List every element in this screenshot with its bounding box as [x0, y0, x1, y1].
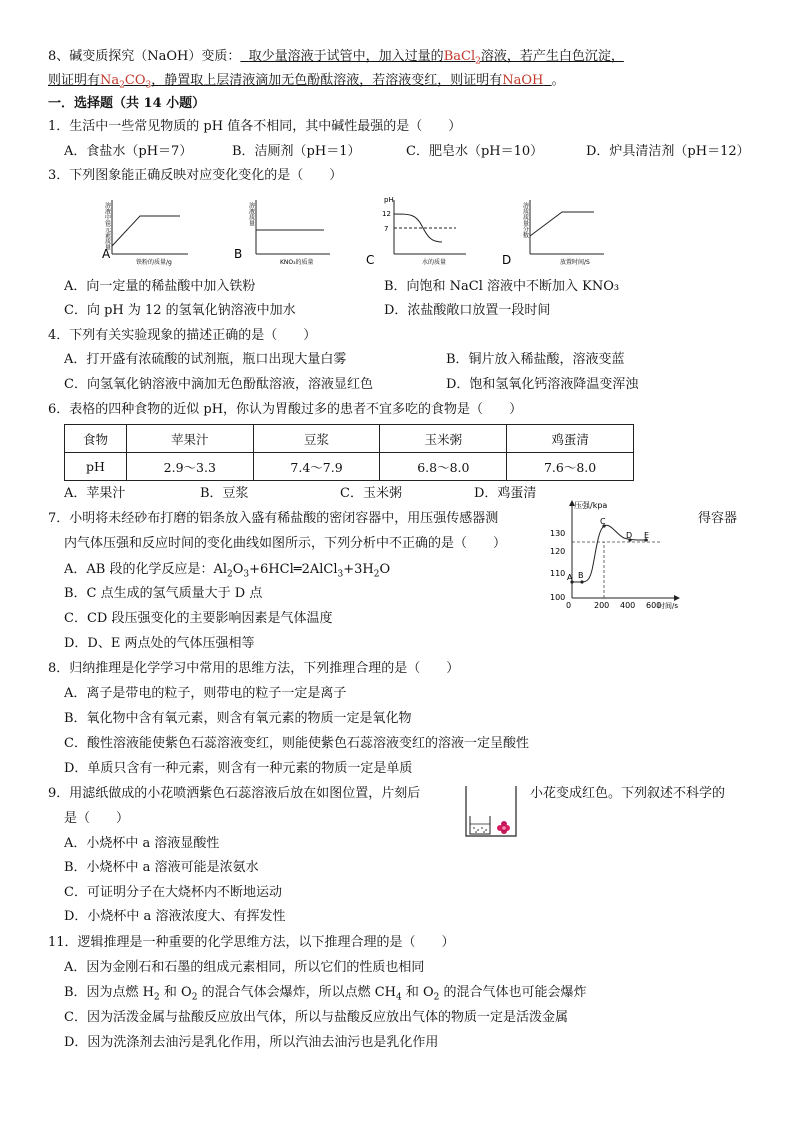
- q9-option-a: A．小烧杯中 a 溶液显酸性: [64, 836, 220, 851]
- y-axis-label: pH: [384, 196, 394, 204]
- figure-letter: B: [234, 247, 243, 261]
- bacl2-formula: BaCl$_2$: [443, 49, 481, 67]
- q11-option-a: A．因为金刚石和石墨的组成元素相同，所以它们的性质也相同: [64, 960, 425, 975]
- q7-option-d: D．D、E 两点处的气体压强相等: [64, 636, 255, 651]
- x-tick: 600: [646, 601, 662, 610]
- tick-7: 7: [384, 225, 389, 233]
- table-header-cell: 玉米粥: [380, 425, 507, 453]
- q9-beaker-figure: [460, 782, 522, 840]
- naoh-formula: NaOH: [502, 73, 544, 88]
- y-tick: 130: [550, 529, 566, 538]
- table-cell: 7.4～7.9: [253, 453, 380, 481]
- point-label: B: [578, 571, 584, 580]
- tick-12: 12: [382, 210, 391, 218]
- q7-option-a: A．AB 段的化学反应是：$Al_2O_3+6HCl═2AlCl_3+3H_2O$: [64, 562, 391, 580]
- q4-option-d: D．饱和氢氧化钙溶液降温变浑浊: [446, 377, 639, 392]
- table-cell: 7.6～8.0: [507, 453, 634, 481]
- q6-option-c: C．玉米粥: [340, 486, 402, 501]
- q3-figure-d: [500, 192, 610, 272]
- q3-figure-b: [228, 192, 338, 272]
- q6-ph-table: [64, 424, 634, 481]
- table-header-cell: 豆浆: [253, 425, 380, 453]
- topic-8-line-1: 8、碱变质探究（NaOH）变质： 取少量溶液于试管中，加入过量的BaCl$_2$溶液，若产生白色沉淀，: [48, 49, 624, 67]
- q6-option-a: A．苹果汁: [64, 486, 126, 501]
- q9-option-c: C．可证明分子在大烧杯内不断地运动: [64, 885, 282, 900]
- q6-stem: 6．表格的四种食物的近似 pH，你认为胃酸过多的患者不宜多吃的食物是（ ）: [48, 402, 523, 417]
- q3-option-d: D．浓盐酸敞口放置一段时间: [384, 303, 551, 318]
- q3-option-a: A．向一定量的稀盐酸中加入铁粉: [64, 279, 256, 294]
- paper-flower-icon: [497, 821, 510, 834]
- q8-option-c: C．酸性溶液能使紫色石蕊溶液变红，则能使紫色石蕊溶液变红的溶液一定呈酸性: [64, 736, 529, 751]
- table-header-cell: 鸡蛋清: [507, 425, 634, 453]
- x-axis-label: KNO₃的质量: [280, 259, 314, 266]
- x-axis-label: 时间/s: [658, 602, 679, 610]
- q9-stem-line-1: 9．用滤纸做成的小花喷洒紫色石蕊溶液后放在如图位置，片刻后: [48, 786, 421, 801]
- section-heading: 一．选择题（共 14 小题）: [48, 96, 206, 111]
- y-axis-label: 溶液中铁元素质量: [103, 202, 111, 250]
- figure-letter: D: [502, 253, 512, 267]
- q7-stem-line-1-tail: 得容器: [698, 511, 738, 526]
- q3-stem: 3．下列图象能正确反映对应变化变化的是（ ）: [48, 168, 343, 183]
- y-axis-label: 压强/kpa: [574, 501, 608, 510]
- q9-stem-line-2: 是（ ）: [64, 811, 130, 826]
- x-axis-label: 水的质量: [422, 259, 447, 266]
- q11-stem: 11．逻辑推理是一种重要的化学思维方法，以下推理合理的是（ ）: [48, 935, 455, 950]
- q9-option-d: D．小烧杯中 a 溶液浓度大、有挥发性: [64, 909, 286, 924]
- q8-option-a: A．离子是带电的粒子，则带电的粒子一定是离子: [64, 686, 347, 701]
- q8-option-b: B．氧化物中含有氧元素，则含有氧元素的物质一定是氧化物: [64, 711, 412, 726]
- q1-option-b: B．洁厕剂（pH＝1）: [232, 144, 361, 159]
- table-header-cell: 食物: [65, 425, 127, 453]
- q11-option-c: C．因为活泼金属与盐酸反应放出气体，所以与盐酸反应放出气体的物质一定是活泼金属: [64, 1010, 568, 1025]
- figure-letter: A: [102, 247, 111, 261]
- q3-option-c: C．向 pH 为 12 的氢氧化钠溶液中加水: [64, 303, 296, 318]
- q7-pressure-chart: [548, 496, 694, 610]
- table-cell: 2.9～3.3: [126, 453, 253, 481]
- table-header-cell: 苹果汁: [126, 425, 253, 453]
- q7-stem-line-2: 内气体压强和反应时间的变化曲线如图所示，下列分析中不正确的是（ ）: [64, 536, 507, 551]
- q8-option-d: D．单质只含有一种元素，则含有一种元素的物质一定是单质: [64, 761, 413, 776]
- topic-8-line-2: 则证明有$Na_2CO_3$，静置取上层清液滴加无色酚酞溶液，若溶液变红，则证明有NaOH 。: [48, 73, 565, 91]
- q7-stem-line-1: 7．小明将未经砂布打磨的铝条放入盛有稀盐酸的密闭容器中，用压强传感器测: [48, 511, 499, 526]
- q3-option-b: B．向饱和 NaCl 溶液中不断加入 KNO₃: [384, 279, 620, 294]
- x-tick: 0: [566, 601, 572, 610]
- point-label: D: [626, 531, 633, 540]
- table-row: [65, 453, 634, 481]
- q1-stem: 1．生活中一些常见物质的 pH 值各不相同，其中碱性最强的是（ ）: [48, 119, 462, 134]
- q11-option-b: B．因为点燃 $H_2$ 和 $O_2$ 的混合气体会爆炸，所以点燃 $CH_4$ 和 $O_2$ 的混合气体也可能会爆炸: [64, 985, 587, 1003]
- q6-option-d: D．鸡蛋清: [474, 486, 537, 501]
- y-axis-label: 溶液质量: [247, 202, 255, 226]
- point-label: E: [644, 531, 650, 540]
- table-cell: pH: [65, 453, 127, 481]
- q1-option-d: D．炉具清洁剂（pH＝12）: [586, 144, 750, 159]
- figure-letter: C: [366, 253, 375, 267]
- table-row: [65, 425, 634, 453]
- q4-option-a: A．打开盛有浓硫酸的试剂瓶，瓶口出现大量白雾: [64, 352, 347, 367]
- na2co3-formula: $Na_2CO_3$: [100, 73, 152, 91]
- q3-figure-c: [362, 192, 472, 272]
- q1-option-a: A．食盐水（pH＝7）: [64, 144, 193, 159]
- x-axis-label: 放置时间/S: [560, 259, 590, 266]
- x-tick: 400: [620, 601, 636, 610]
- y-axis-label: 溶质质量分数: [521, 202, 529, 238]
- table-cell: 6.8～8.0: [380, 453, 507, 481]
- q6-option-b: B．豆浆: [200, 486, 249, 501]
- y-tick: 110: [550, 569, 566, 578]
- q7-option-c: C．CD 段压强变化的主要影响因素是气体温度: [64, 611, 333, 626]
- q1-option-c: C．肥皂水（pH＝10）: [406, 144, 544, 159]
- q11-option-d: D．因为洗涤剂去油污是乳化作用，所以汽油去油污也是乳化作用: [64, 1035, 439, 1050]
- q8-stem: 8．归纳推理是化学学习中常用的思维方法，下列推理合理的是（ ）: [48, 661, 460, 676]
- y-tick: 120: [550, 547, 566, 556]
- y-tick: 100: [550, 593, 566, 602]
- point-label: C: [600, 517, 606, 526]
- q7-option-b: B．C 点生成的氢气质量大于 D 点: [64, 586, 263, 601]
- point-label: A: [567, 573, 573, 582]
- q4-option-c: C．向氢氧化钠溶液中滴加无色酚酞溶液，溶液显红色: [64, 377, 373, 392]
- q4-option-b: B．铜片放入稀盐酸，溶液变蓝: [446, 352, 625, 367]
- q9-option-b: B．小烧杯中 a 溶液可能是浓氨水: [64, 860, 259, 875]
- q3-figure-a: [88, 192, 198, 272]
- x-axis-label: 铁粉的质量/g: [136, 259, 172, 266]
- q4-stem: 4．下列有关实验现象的描述正确的是（ ）: [48, 328, 317, 343]
- q9-stem-line-1-tail: 小花变成红色。下列叙述不科学的: [530, 786, 726, 801]
- x-tick: 200: [594, 601, 610, 610]
